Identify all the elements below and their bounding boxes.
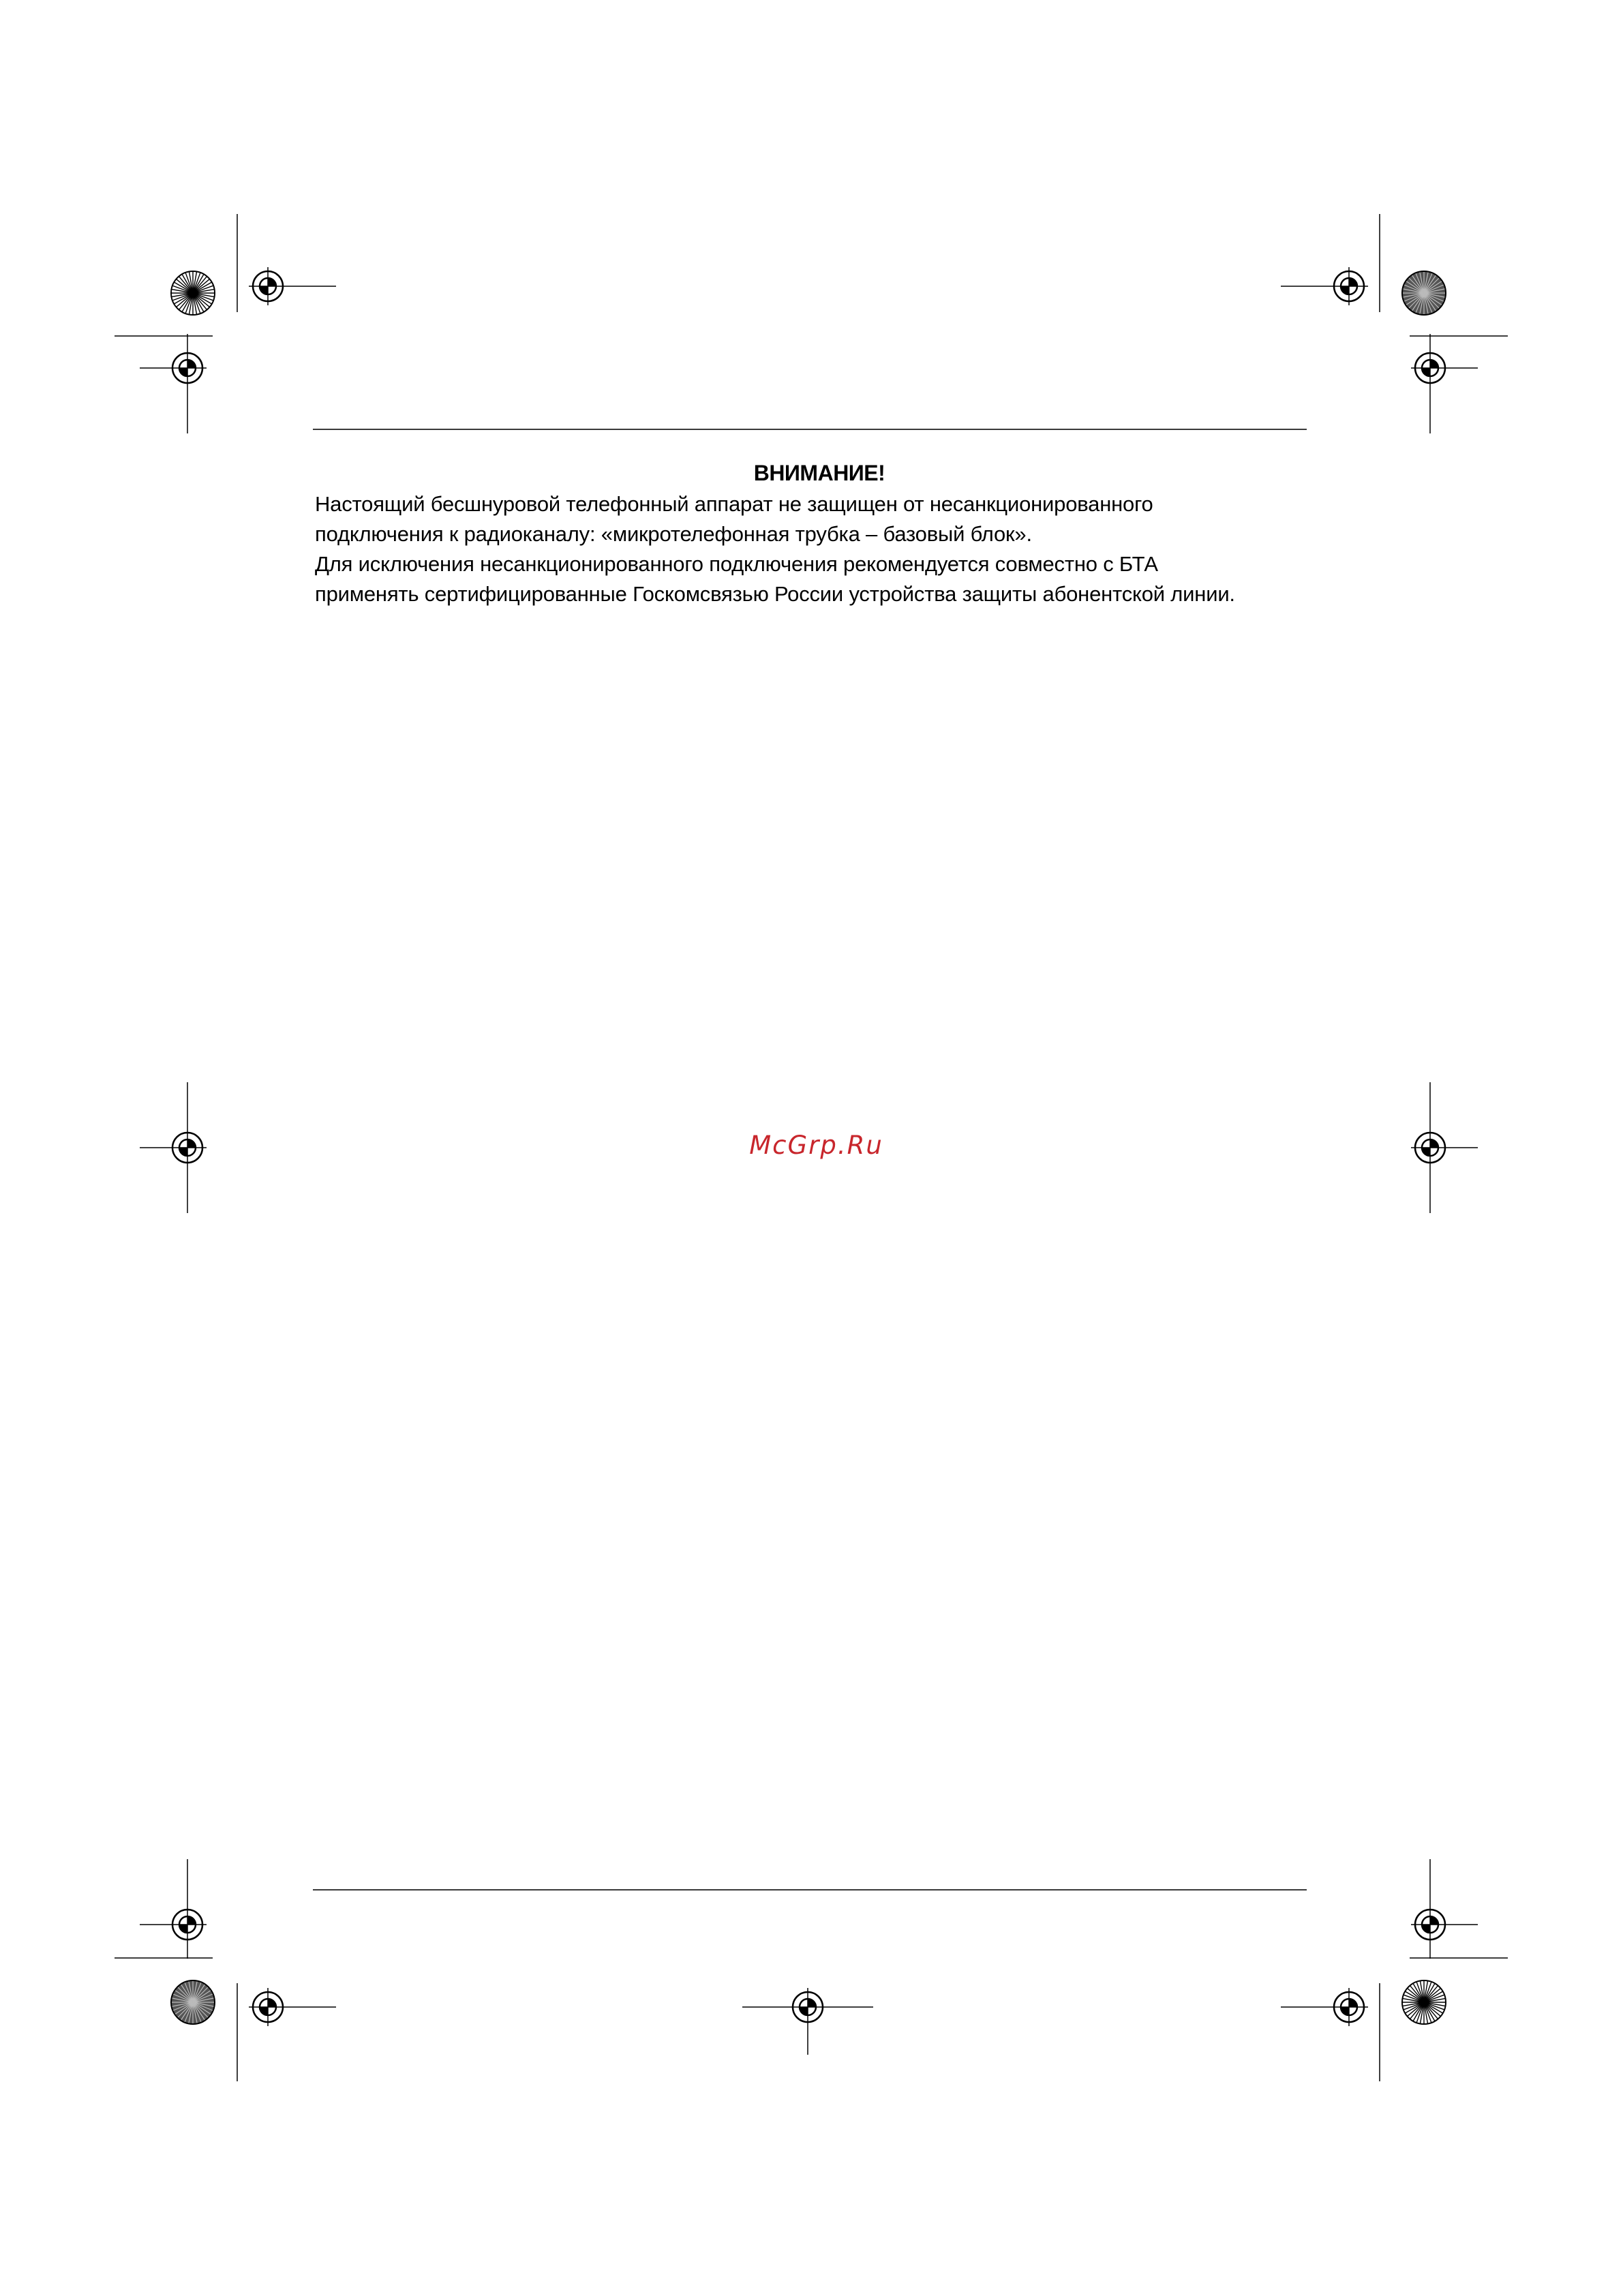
registration-mark <box>1281 1988 1368 2026</box>
registration-mark <box>249 1988 336 2026</box>
starburst-mark <box>171 271 215 315</box>
warning-notice <box>315 458 1310 609</box>
starburst-mark <box>1402 1980 1446 2024</box>
watermark-text: McGrp.Ru <box>749 1131 883 1160</box>
registration-mark <box>742 1988 873 2055</box>
registration-mark <box>249 267 336 305</box>
registration-mark <box>1411 334 1478 433</box>
starburst-mark <box>1402 271 1446 315</box>
bottom-rule <box>313 1889 1307 1891</box>
notice-title: ВНИМАНИЕ! <box>753 461 885 485</box>
starburst-mark <box>171 1980 215 2024</box>
registration-mark <box>140 334 207 433</box>
top-rule <box>313 429 1307 430</box>
notice-line: Настоящий бесшнуровой телефонный аппарат не защищен от несанкционированного <box>315 492 1153 516</box>
registration-mark <box>1411 1859 1478 1959</box>
registration-mark <box>140 1859 207 1959</box>
notice-line: подключения к радиоканалу: «микротелефонная трубка – базовый блок». <box>315 522 1032 546</box>
registration-mark <box>1281 267 1368 305</box>
notice-line: Для исключения несанкционированного подключения рекомендуется совместно с БТА <box>315 552 1158 576</box>
notice-line: применять сертифицированные Госкомсвязью России устройства защиты абонентской линии. <box>315 582 1235 606</box>
